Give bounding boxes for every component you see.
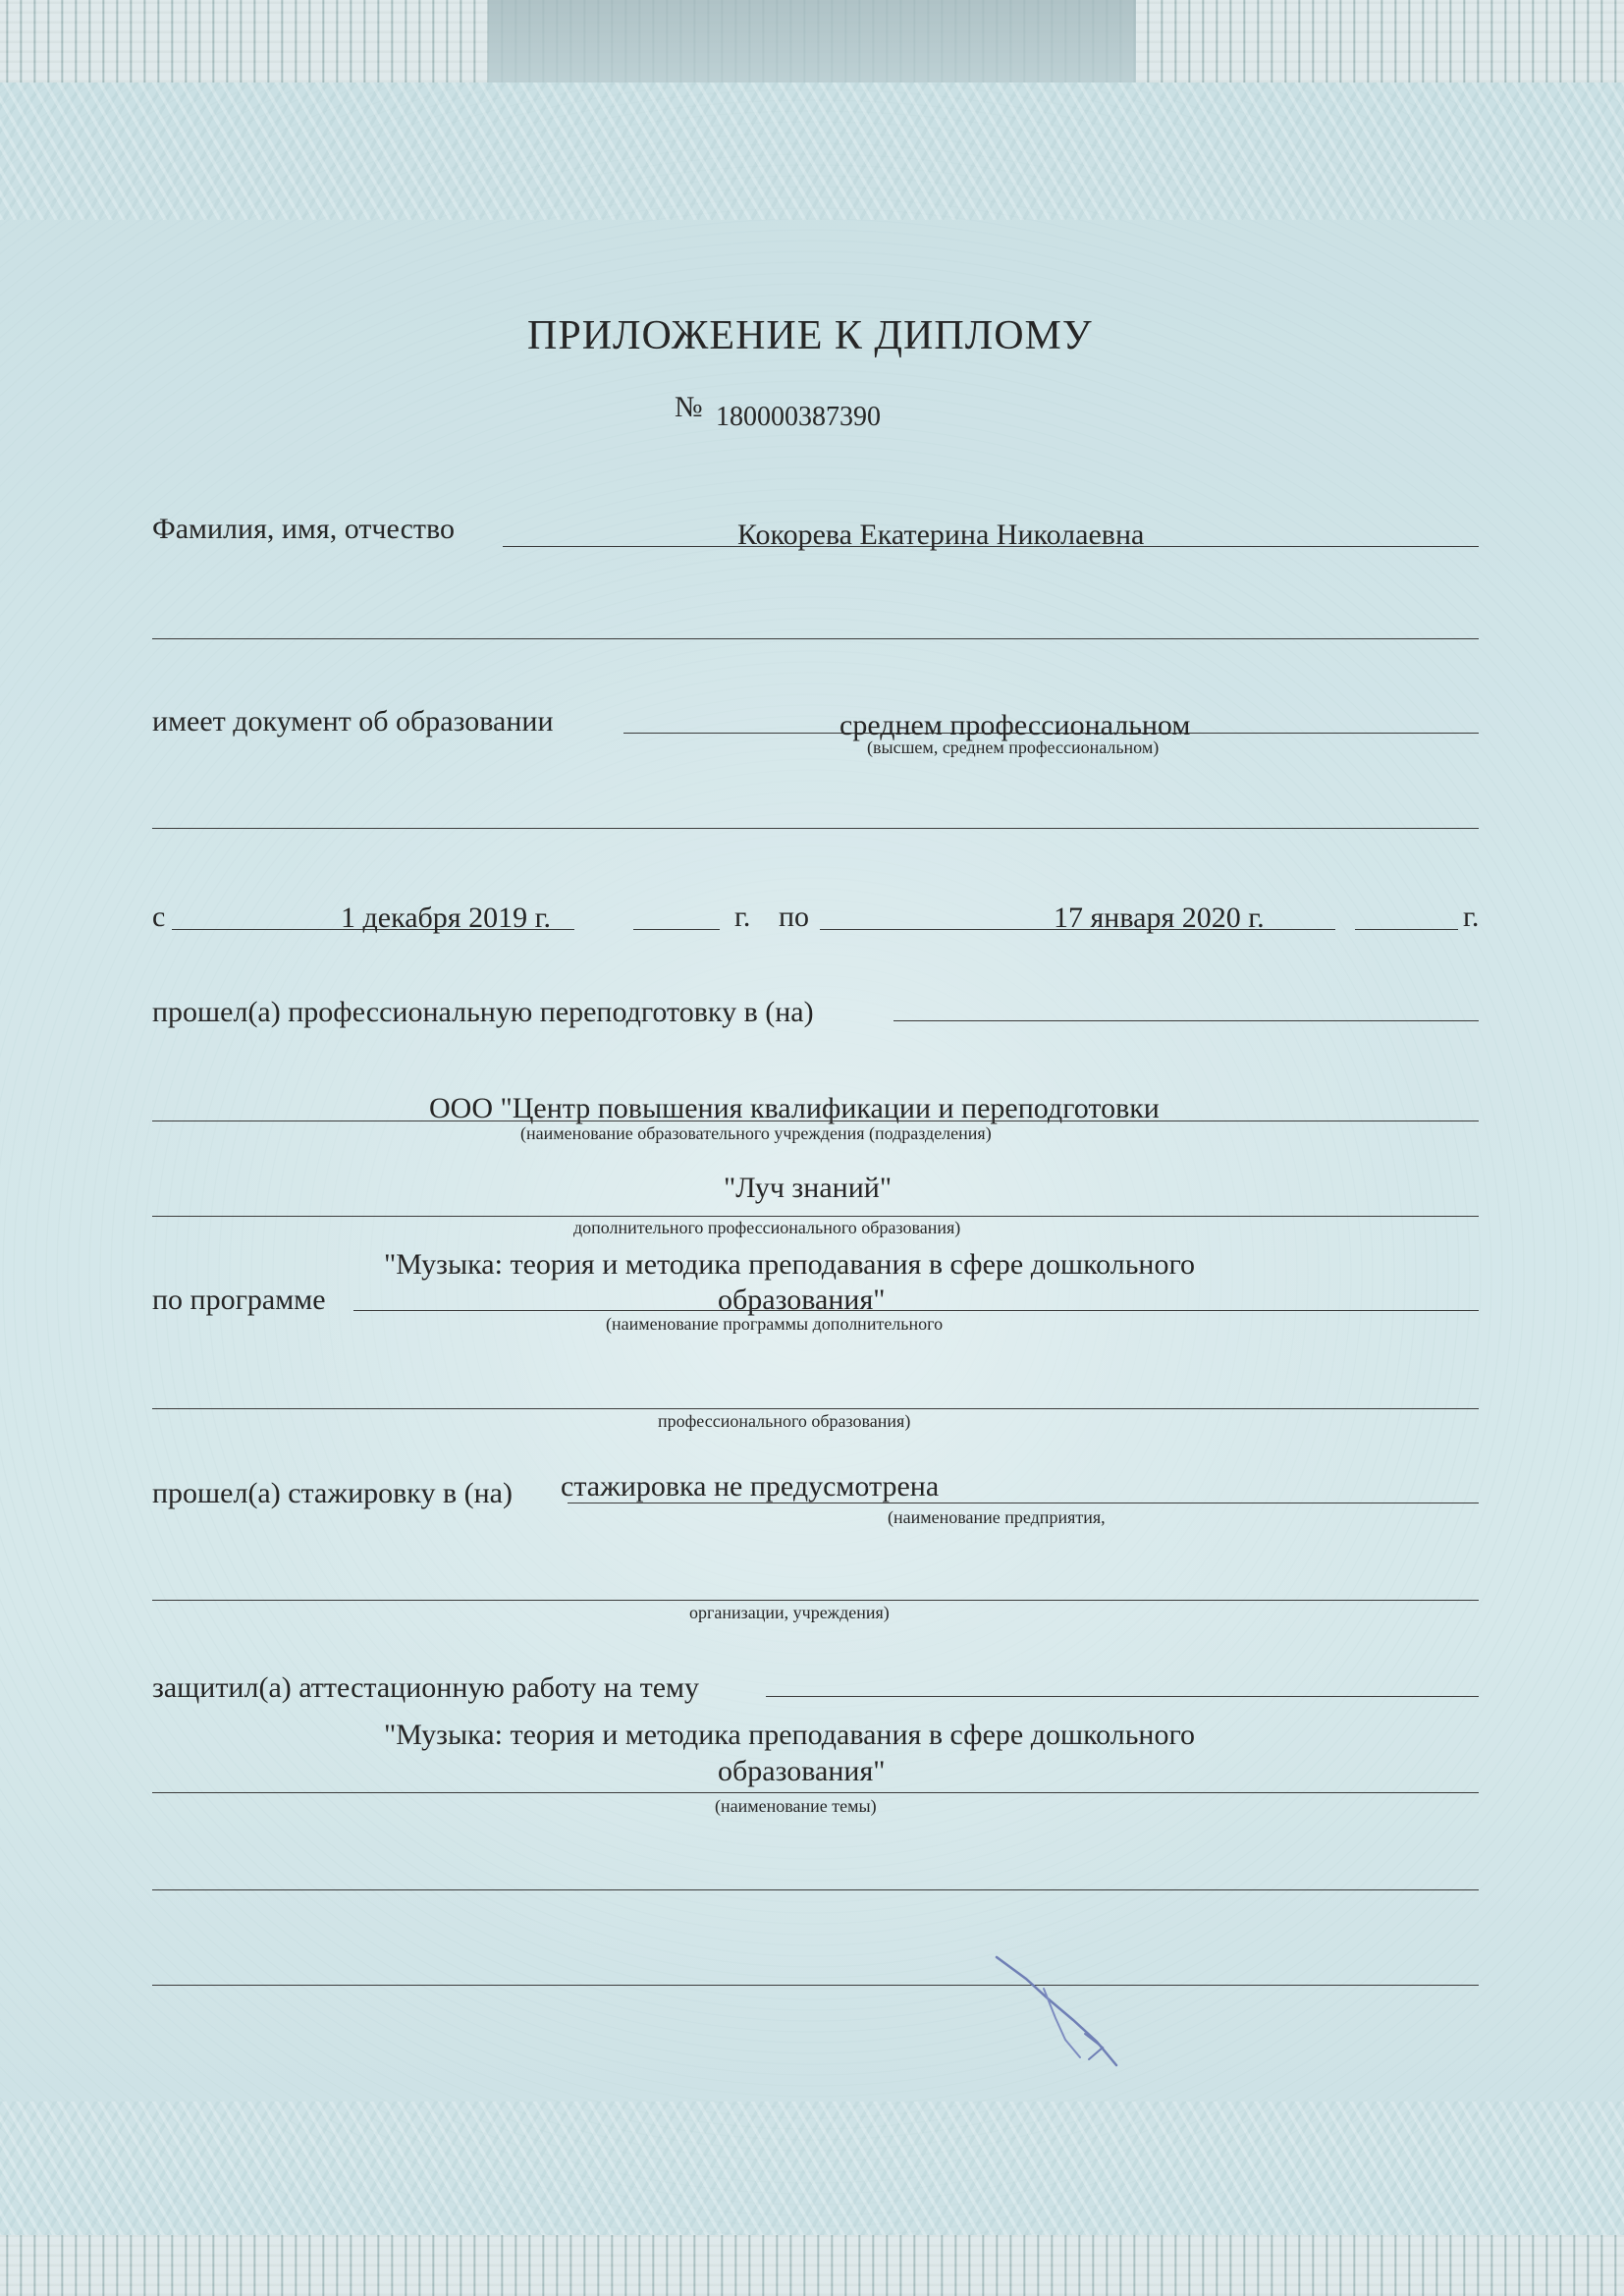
thesis-underline-3 <box>152 1889 1479 1890</box>
thesis-value-line2: образования" <box>718 1755 886 1787</box>
program-underline <box>353 1310 1479 1311</box>
internship-label: прошел(а) стажировку в (на) <box>152 1477 513 1509</box>
fio-value: Кокорева Екатерина Николаевна <box>737 519 1145 551</box>
retraining-org-underline-2 <box>152 1216 1479 1217</box>
bottom-ornament <box>0 2102 1624 2239</box>
retraining-label: прошел(а) профессиональную переподготовку в (на) <box>152 996 814 1028</box>
period-year-underline-2 <box>1355 929 1458 930</box>
thesis-hint: (наименование темы) <box>715 1796 877 1816</box>
thesis-underline-4 <box>152 1985 1479 1986</box>
period-from-date: 1 декабря 2019 г. <box>341 902 551 934</box>
program-hint-2: профессионального образования) <box>658 1411 911 1431</box>
program-underline-2 <box>152 1408 1479 1409</box>
program-value-line1: "Музыка: теория и методика преподавания в сфере дошкольного <box>384 1248 1196 1281</box>
program-hint-1: (наименование программы дополнительного <box>606 1314 944 1334</box>
fio-underline-2 <box>152 638 1479 639</box>
retraining-underline <box>893 1020 1479 1021</box>
bottom-guilloche-border <box>0 2235 1624 2296</box>
document-title: ПРИЛОЖЕНИЕ К ДИПЛОМУ <box>527 313 1093 358</box>
fio-label: Фамилия, имя, отчество <box>152 513 455 545</box>
internship-underline-2 <box>152 1600 1479 1601</box>
retraining-org-line1: ООО "Центр повышения квалификации и переподготовки <box>429 1092 1160 1124</box>
top-border-tab <box>488 0 1136 82</box>
top-guilloche-border <box>0 0 1624 82</box>
thesis-underline <box>766 1696 1479 1697</box>
period-to-date: 17 января 2020 г. <box>1054 902 1265 934</box>
period-year-suffix-1: г. <box>734 901 751 933</box>
retraining-hint-2: дополнительного профессионального образования) <box>573 1218 961 1237</box>
thesis-value-line1: "Музыка: теория и методика преподавания в сфере дошкольного <box>384 1719 1196 1751</box>
document-number: 180000387390 <box>716 402 881 432</box>
program-value-line2: образования" <box>718 1284 886 1316</box>
education-label: имеет документ об образовании <box>152 705 554 738</box>
top-ornament <box>0 82 1624 220</box>
period-to-label: по <box>779 901 810 933</box>
internship-hint-1: (наименование предприятия, <box>888 1507 1106 1527</box>
signature-mark <box>987 1949 1134 2077</box>
education-underline-2 <box>152 828 1479 829</box>
education-value: среднем профессиональном <box>839 709 1191 741</box>
thesis-label: защитил(а) аттестационную работу на тему <box>152 1671 699 1704</box>
thesis-underline-2 <box>152 1792 1479 1793</box>
period-year-suffix-2: г. <box>1463 901 1480 933</box>
internship-value: стажировка не предусмотрена <box>561 1470 940 1503</box>
retraining-org-line2: "Луч знаний" <box>724 1172 893 1204</box>
period-from-label: с <box>152 901 166 933</box>
number-sign: № <box>675 391 703 423</box>
internship-hint-2: организации, учреждения) <box>689 1603 890 1622</box>
education-hint: (высшем, среднем профессиональном) <box>867 738 1160 757</box>
retraining-hint-1: (наименование образовательного учреждения (подразделения) <box>520 1123 992 1143</box>
period-year-underline-1 <box>633 929 720 930</box>
program-label: по программе <box>152 1284 326 1316</box>
